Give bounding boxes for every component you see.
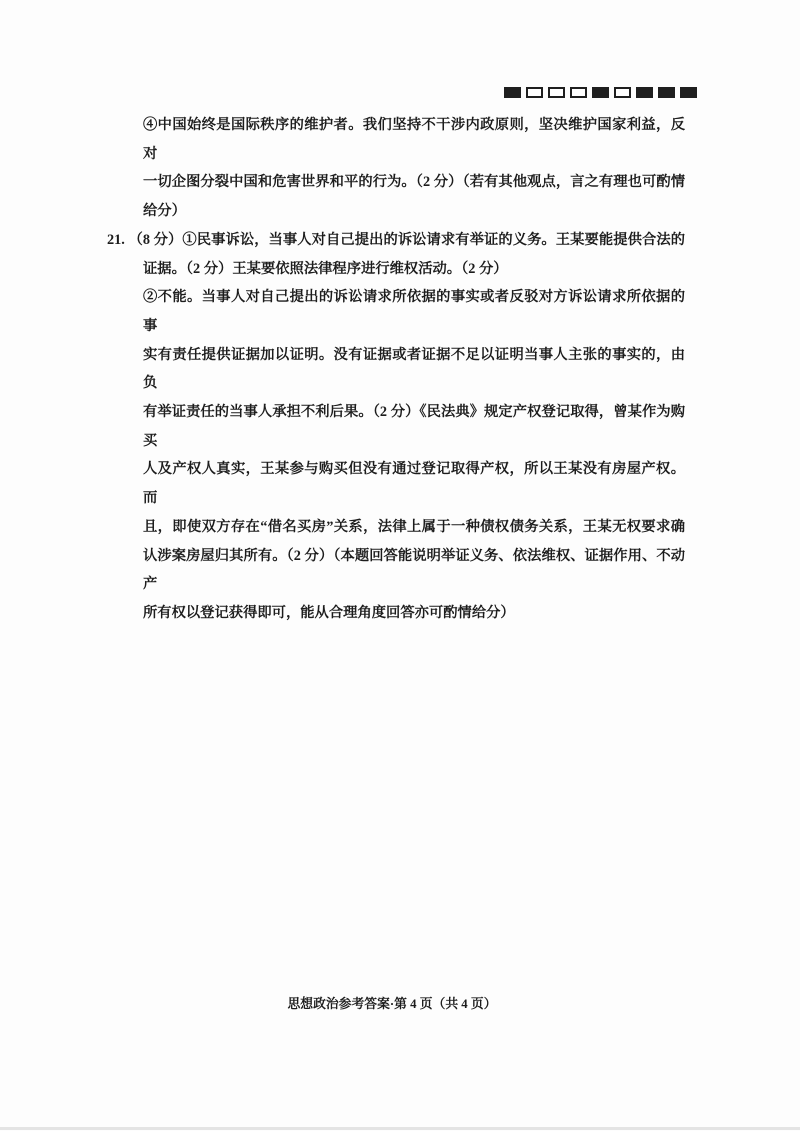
registration-mark-outline: [526, 87, 543, 98]
text-line: ②不能。当事人对自己提出的诉讼请求所依据的事实或者反驳对方诉讼请求所依据的事: [143, 289, 685, 334]
registration-mark-filled: [680, 87, 697, 98]
registration-mark-filled: [636, 87, 653, 98]
text-line: 给分）: [143, 203, 186, 220]
text-line: 一切企图分裂中国和危害世界和平的行为。（2 分）（若有其他观点，言之有理也可酌情: [143, 174, 685, 191]
text-line: 实有责任提供证据加以证明。没有证据或者证据不足以证明当事人主张的事实的，由负: [143, 346, 685, 392]
registration-mark-filled: [592, 87, 609, 98]
registration-mark-outline: [548, 87, 565, 98]
registration-mark-filled: [504, 87, 521, 98]
page-footer: 思想政治参考答案·第 4 页（共 4 页）: [287, 997, 497, 1011]
registration-mark-outline: [614, 87, 631, 98]
scan-edge-band: [0, 1127, 800, 1130]
registration-mark-outline: [570, 87, 587, 98]
text-line: 人及产权人真实，王某参与购买但没有通过登记取得产权，所以王某没有房屋产权。而: [143, 461, 685, 507]
answer-text-block: [107, 111, 685, 628]
registration-mark-filled: [658, 87, 675, 98]
text-line: 认涉案房屋归其所有。（2 分）（本题回答能说明举证义务、依法维权、证据作用、不动产: [143, 547, 685, 593]
text-line: ④中国始终是国际秩序的维护者。我们坚持不干涉内政原则，坚决维护国家利益，反对: [143, 117, 685, 162]
print-registration-marks: [504, 87, 697, 98]
text-line: 有举证责任的当事人承担不利后果。（2 分）《民法典》规定产权登记取得，曾某作为购买: [143, 404, 685, 449]
text-line: 证据。（2 分）王某要依照法律程序进行维权活动。（2 分）: [143, 260, 508, 277]
text-line: 所有权以登记获得即可，能从合理角度回答亦可酌情给分）: [143, 604, 515, 621]
text-line: 且，即使双方存在“借名买房”关系，法律上属于一种债权债务关系，王某无权要求确: [143, 518, 685, 535]
question-21-first-line: 21. （8 分）①民事诉讼，当事人对自己提出的诉讼请求有举证的义务。王某要能提供合法的: [107, 231, 685, 248]
